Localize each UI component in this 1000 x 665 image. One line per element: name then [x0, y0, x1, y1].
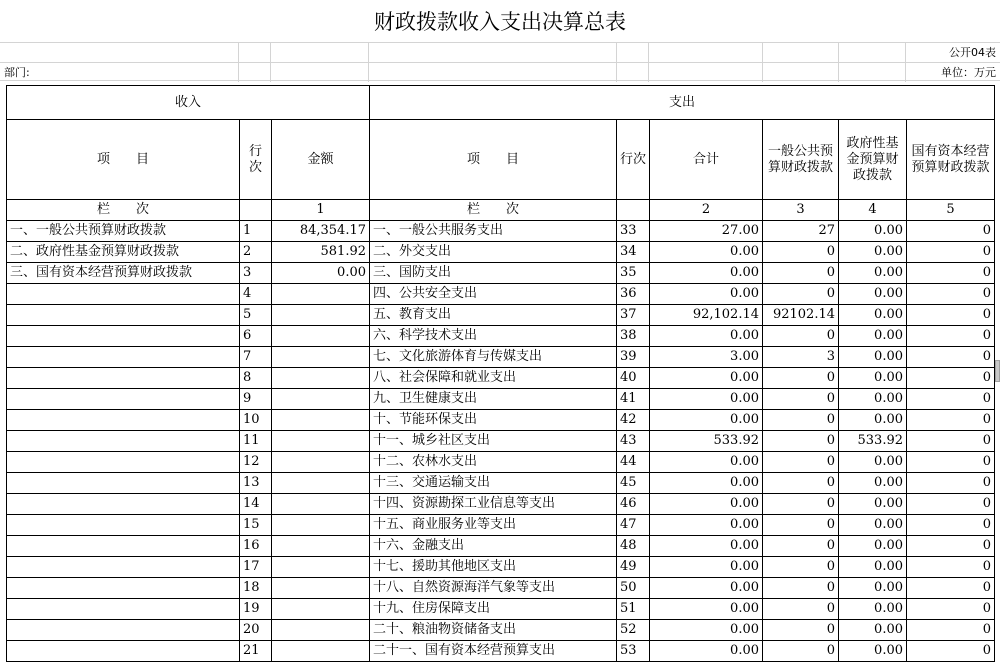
income-item-cell[interactable]: [7, 578, 240, 599]
state-capital-amount-cell[interactable]: 0: [907, 305, 995, 326]
expense-row-no-cell[interactable]: 47: [617, 515, 650, 536]
gridline: [616, 42, 617, 82]
expense-row-no-cell[interactable]: 34: [617, 242, 650, 263]
income-amount-cell[interactable]: [272, 389, 370, 410]
table-row: [7, 410, 995, 431]
income-item-header: 项 目: [7, 120, 240, 200]
income-amount-cell[interactable]: 581.92: [272, 242, 370, 263]
column-header-row: [7, 120, 995, 200]
expense-row-no-cell[interactable]: 35: [617, 263, 650, 284]
total-amount-cell[interactable]: 0.00: [650, 620, 763, 641]
state-capital-amount-cell[interactable]: 0: [907, 221, 995, 242]
fund-budget-amount-cell[interactable]: 0.00: [839, 368, 907, 389]
general-budget-amount-cell[interactable]: 0: [763, 410, 839, 431]
fund-budget-amount-cell[interactable]: 0.00: [839, 284, 907, 305]
expense-row-no-cell[interactable]: 37: [617, 305, 650, 326]
gridline: [0, 80, 1000, 81]
fund-budget-amount-cell[interactable]: 0.00: [839, 578, 907, 599]
expense-row-no-cell[interactable]: 38: [617, 326, 650, 347]
table-row: [7, 494, 995, 515]
general-budget-amount-cell[interactable]: 0: [763, 326, 839, 347]
expense-item-cell[interactable]: 十八、自然资源海洋气象等支出: [370, 578, 617, 599]
income-item-cell[interactable]: [7, 284, 240, 305]
empty-cell: [617, 200, 650, 221]
expense-column-label: 栏 次: [370, 200, 617, 221]
total-header: 合计: [650, 120, 763, 200]
income-amount-cell[interactable]: [272, 494, 370, 515]
expense-item-cell[interactable]: 二、外交支出: [370, 242, 617, 263]
table-row: [7, 368, 995, 389]
general-budget-amount-cell[interactable]: 0: [763, 557, 839, 578]
income-row-no-cell[interactable]: 17: [240, 557, 272, 578]
page-title: 财政拨款收入支出决算总表: [374, 10, 626, 34]
income-row-no-cell[interactable]: 1: [240, 221, 272, 242]
expense-item-header: 项 目: [370, 120, 617, 200]
expense-row-no-cell[interactable]: 43: [617, 431, 650, 452]
expense-item-cell[interactable]: 二十一、国有资本经营预算支出: [370, 641, 617, 662]
income-amount-cell[interactable]: [272, 284, 370, 305]
income-row-no-cell[interactable]: 10: [240, 410, 272, 431]
income-row-no-cell[interactable]: 6: [240, 326, 272, 347]
general-budget-amount-cell[interactable]: 0: [763, 284, 839, 305]
income-column-label: 栏 次: [7, 200, 240, 221]
state-capital-amount-cell[interactable]: 0: [907, 326, 995, 347]
total-amount-cell[interactable]: 0.00: [650, 599, 763, 620]
fund-budget-amount-cell[interactable]: 0.00: [839, 473, 907, 494]
income-amount-cell[interactable]: [272, 557, 370, 578]
income-item-cell[interactable]: 一、一般公共预算财政拨款: [7, 221, 240, 242]
income-item-cell[interactable]: [7, 410, 240, 431]
expense-item-cell[interactable]: 四、公共安全支出: [370, 284, 617, 305]
income-amount-cell[interactable]: [272, 410, 370, 431]
state-capital-amount-cell[interactable]: 0: [907, 263, 995, 284]
gridline: [238, 42, 239, 82]
expense-item-cell[interactable]: 八、社会保障和就业支出: [370, 368, 617, 389]
income-amount-cell[interactable]: [272, 536, 370, 557]
column-number-1: 1: [272, 200, 370, 221]
general-budget-amount-cell[interactable]: 0: [763, 641, 839, 662]
income-item-cell[interactable]: [7, 494, 240, 515]
fund-budget-amount-cell[interactable]: 0.00: [839, 347, 907, 368]
expense-item-cell[interactable]: 七、文化旅游体育与传媒支出: [370, 347, 617, 368]
fund-budget-amount-cell[interactable]: 0.00: [839, 221, 907, 242]
income-row-no-cell[interactable]: 18: [240, 578, 272, 599]
expense-row-no-cell[interactable]: 44: [617, 452, 650, 473]
income-row-no-cell[interactable]: 20: [240, 620, 272, 641]
general-budget-amount-cell[interactable]: 0: [763, 389, 839, 410]
expense-row-no-cell[interactable]: 48: [617, 536, 650, 557]
column-number-5: 5: [907, 200, 995, 221]
expense-row-no-cell[interactable]: 45: [617, 473, 650, 494]
expense-item-cell[interactable]: 十四、资源勘探工业信息等支出: [370, 494, 617, 515]
total-amount-cell[interactable]: 0.00: [650, 410, 763, 431]
general-budget-amount-cell[interactable]: 0: [763, 620, 839, 641]
income-amount-cell[interactable]: [272, 431, 370, 452]
general-budget-amount-cell[interactable]: 0: [763, 536, 839, 557]
income-item-cell[interactable]: [7, 641, 240, 662]
total-amount-cell[interactable]: 0.00: [650, 326, 763, 347]
general-budget-amount-cell[interactable]: 0: [763, 263, 839, 284]
income-item-cell[interactable]: [7, 326, 240, 347]
total-amount-cell[interactable]: 0.00: [650, 263, 763, 284]
fund-budget-amount-cell[interactable]: 0.00: [839, 263, 907, 284]
column-number-row: [7, 200, 995, 221]
gridline: [0, 42, 1000, 43]
total-amount-cell[interactable]: 0.00: [650, 368, 763, 389]
expense-item-cell[interactable]: 十、节能环保支出: [370, 410, 617, 431]
table-row: [7, 431, 995, 452]
fund-budget-amount-cell[interactable]: 0.00: [839, 410, 907, 431]
total-amount-cell[interactable]: 0.00: [650, 578, 763, 599]
table-row: [7, 242, 995, 263]
unit-label: 单位：万元: [941, 66, 996, 79]
total-amount-cell[interactable]: 27.00: [650, 221, 763, 242]
department-label: 部门:: [4, 66, 30, 79]
table-row: [7, 347, 995, 368]
state-capital-amount-cell[interactable]: 0: [907, 347, 995, 368]
expense-item-cell[interactable]: 一、一般公共服务支出: [370, 221, 617, 242]
income-amount-cell[interactable]: 0.00: [272, 263, 370, 284]
income-row-no-cell[interactable]: 19: [240, 599, 272, 620]
table-row: [7, 389, 995, 410]
state-capital-amount-cell[interactable]: 0: [907, 368, 995, 389]
expense-item-cell[interactable]: 十一、城乡社区支出: [370, 431, 617, 452]
income-amount-header: 金额: [272, 120, 370, 200]
section-header-row: [7, 86, 995, 120]
form-code: 公开04表: [949, 46, 996, 59]
table-row: [7, 305, 995, 326]
expense-row-no-cell[interactable]: 50: [617, 578, 650, 599]
state-capital-amount-cell[interactable]: 0: [907, 284, 995, 305]
state-capital-amount-cell[interactable]: 0: [907, 431, 995, 452]
expense-row-no-cell[interactable]: 41: [617, 389, 650, 410]
expense-row-no-cell[interactable]: 36: [617, 284, 650, 305]
state-capital-amount-cell[interactable]: 0: [907, 452, 995, 473]
income-amount-cell[interactable]: [272, 620, 370, 641]
state-capital-amount-cell[interactable]: 0: [907, 494, 995, 515]
table-row: [7, 599, 995, 620]
table-row: [7, 473, 995, 494]
income-row-no-cell[interactable]: 4: [240, 284, 272, 305]
table-row: [7, 326, 995, 347]
income-item-cell[interactable]: [7, 389, 240, 410]
table-row: [7, 263, 995, 284]
empty-cell: [240, 200, 272, 221]
income-item-cell[interactable]: [7, 557, 240, 578]
gridline: [762, 42, 763, 82]
general-budget-amount-cell[interactable]: 0: [763, 578, 839, 599]
income-item-cell[interactable]: 二、政府性基金预算财政拨款: [7, 242, 240, 263]
fund-budget-amount-cell[interactable]: 0.00: [839, 389, 907, 410]
column-number-4: 4: [839, 200, 907, 221]
fund-budget-amount-cell[interactable]: 0.00: [839, 305, 907, 326]
expense-row-no-cell[interactable]: 33: [617, 221, 650, 242]
table-row: [7, 578, 995, 599]
income-amount-cell[interactable]: [272, 368, 370, 389]
fund-budget-amount-cell[interactable]: 0.00: [839, 242, 907, 263]
income-item-cell[interactable]: [7, 431, 240, 452]
expense-item-cell[interactable]: 九、卫生健康支出: [370, 389, 617, 410]
fund-budget-amount-cell[interactable]: 0.00: [839, 599, 907, 620]
fund-budget-amount-cell[interactable]: 533.92: [839, 431, 907, 452]
expense-row-no-cell[interactable]: 49: [617, 557, 650, 578]
income-item-cell[interactable]: [7, 368, 240, 389]
column-number-3: 3: [763, 200, 839, 221]
income-amount-cell[interactable]: [272, 452, 370, 473]
table-row: [7, 536, 995, 557]
state-capital-amount-cell[interactable]: 0: [907, 557, 995, 578]
expense-row-no-cell[interactable]: 42: [617, 410, 650, 431]
expense-item-cell[interactable]: 十七、援助其他地区支出: [370, 557, 617, 578]
scrollbar-thumb[interactable]: [995, 360, 1000, 382]
state-capital-amount-cell[interactable]: 0: [907, 242, 995, 263]
income-row-no-cell[interactable]: 13: [240, 473, 272, 494]
general-budget-amount-cell[interactable]: 0: [763, 242, 839, 263]
income-row-no-cell[interactable]: 14: [240, 494, 272, 515]
total-amount-cell[interactable]: 0.00: [650, 557, 763, 578]
income-amount-cell[interactable]: [272, 599, 370, 620]
total-amount-cell[interactable]: 3.00: [650, 347, 763, 368]
table-row: [7, 452, 995, 473]
income-item-cell[interactable]: [7, 599, 240, 620]
income-item-cell[interactable]: 三、国有资本经营预算财政拨款: [7, 263, 240, 284]
expense-row-no-cell[interactable]: 52: [617, 620, 650, 641]
expense-row-no-cell[interactable]: 51: [617, 599, 650, 620]
total-amount-cell[interactable]: 0.00: [650, 242, 763, 263]
total-amount-cell[interactable]: 0.00: [650, 641, 763, 662]
state-capital-header: 国有资本经营预算财政拨款: [907, 120, 995, 200]
fund-budget-amount-cell[interactable]: 0.00: [839, 515, 907, 536]
state-capital-amount-cell[interactable]: 0: [907, 620, 995, 641]
total-amount-cell[interactable]: 92,102.14: [650, 305, 763, 326]
expense-section-header: 支出: [370, 86, 995, 120]
total-amount-cell[interactable]: 0.00: [650, 473, 763, 494]
income-item-cell[interactable]: [7, 473, 240, 494]
fund-budget-amount-cell[interactable]: 0.00: [839, 452, 907, 473]
income-item-cell[interactable]: [7, 305, 240, 326]
income-row-no-cell[interactable]: 9: [240, 389, 272, 410]
fund-budget-amount-cell[interactable]: 0.00: [839, 326, 907, 347]
column-number-2: 2: [650, 200, 763, 221]
gridline: [648, 42, 649, 82]
table-row: [7, 557, 995, 578]
expense-item-cell[interactable]: 六、科学技术支出: [370, 326, 617, 347]
total-amount-cell[interactable]: 0.00: [650, 515, 763, 536]
income-row-no-cell[interactable]: 5: [240, 305, 272, 326]
table-row: [7, 221, 995, 242]
gridline: [368, 42, 369, 82]
income-item-cell[interactable]: [7, 620, 240, 641]
general-budget-amount-cell[interactable]: 92102.14: [763, 305, 839, 326]
income-section-header: 收入: [7, 86, 370, 120]
state-capital-amount-cell[interactable]: 0: [907, 536, 995, 557]
table-row: [7, 620, 995, 641]
income-row-no-cell[interactable]: 8: [240, 368, 272, 389]
table-row: [7, 641, 995, 662]
income-amount-cell[interactable]: [272, 641, 370, 662]
expense-item-cell[interactable]: 二十、粮油物资储备支出: [370, 620, 617, 641]
total-amount-cell[interactable]: 0.00: [650, 389, 763, 410]
fund-budget-header: 政府性基金预算财政拨款: [839, 120, 907, 200]
table-row: [7, 284, 995, 305]
expense-item-cell[interactable]: 十三、交通运输支出: [370, 473, 617, 494]
gridline: [838, 42, 839, 82]
income-amount-cell[interactable]: 84,354.17: [272, 221, 370, 242]
income-item-cell[interactable]: [7, 347, 240, 368]
income-amount-cell[interactable]: [272, 347, 370, 368]
general-budget-amount-cell[interactable]: 0: [763, 515, 839, 536]
total-amount-cell[interactable]: 533.92: [650, 431, 763, 452]
expense-row-no-header: 行次: [617, 120, 650, 200]
state-capital-amount-cell[interactable]: 0: [907, 578, 995, 599]
income-amount-cell[interactable]: [272, 305, 370, 326]
general-budget-header: 一般公共预算财政拨款: [763, 120, 839, 200]
income-item-cell[interactable]: [7, 515, 240, 536]
income-row-no-cell[interactable]: 12: [240, 452, 272, 473]
state-capital-amount-cell[interactable]: 0: [907, 515, 995, 536]
income-amount-cell[interactable]: [272, 578, 370, 599]
expense-item-cell[interactable]: 十二、农林水支出: [370, 452, 617, 473]
income-row-no-cell[interactable]: 7: [240, 347, 272, 368]
income-row-no-cell[interactable]: 16: [240, 536, 272, 557]
expense-item-cell[interactable]: 十六、金融支出: [370, 536, 617, 557]
general-budget-amount-cell[interactable]: 0: [763, 368, 839, 389]
general-budget-amount-cell[interactable]: 3: [763, 347, 839, 368]
income-amount-cell[interactable]: [272, 515, 370, 536]
income-amount-cell[interactable]: [272, 326, 370, 347]
income-row-no-cell[interactable]: 3: [240, 263, 272, 284]
table-row: [7, 515, 995, 536]
total-amount-cell[interactable]: 0.00: [650, 284, 763, 305]
expense-row-no-cell[interactable]: 46: [617, 494, 650, 515]
income-item-cell[interactable]: [7, 536, 240, 557]
income-row-no-cell[interactable]: 11: [240, 431, 272, 452]
total-amount-cell[interactable]: 0.00: [650, 536, 763, 557]
general-budget-amount-cell[interactable]: 0: [763, 431, 839, 452]
expense-item-cell[interactable]: 三、国防支出: [370, 263, 617, 284]
total-amount-cell[interactable]: 0.00: [650, 494, 763, 515]
expense-row-no-cell[interactable]: 39: [617, 347, 650, 368]
expense-item-cell[interactable]: 十五、商业服务业等支出: [370, 515, 617, 536]
state-capital-amount-cell[interactable]: 0: [907, 410, 995, 431]
income-row-no-cell[interactable]: 2: [240, 242, 272, 263]
income-row-no-cell[interactable]: 15: [240, 515, 272, 536]
total-amount-cell[interactable]: 0.00: [650, 452, 763, 473]
income-amount-cell[interactable]: [272, 473, 370, 494]
fund-budget-amount-cell[interactable]: 0.00: [839, 620, 907, 641]
state-capital-amount-cell[interactable]: 0: [907, 641, 995, 662]
state-capital-amount-cell[interactable]: 0: [907, 389, 995, 410]
fund-budget-amount-cell[interactable]: 0.00: [839, 641, 907, 662]
fund-budget-amount-cell[interactable]: 0.00: [839, 557, 907, 578]
expense-item-cell[interactable]: 五、教育支出: [370, 305, 617, 326]
gridline: [270, 42, 271, 82]
budget-table: [6, 85, 995, 662]
income-item-cell[interactable]: [7, 452, 240, 473]
general-budget-amount-cell[interactable]: 0: [763, 494, 839, 515]
state-capital-amount-cell[interactable]: 0: [907, 473, 995, 494]
expense-row-no-cell[interactable]: 53: [617, 641, 650, 662]
income-row-no-header: 行次: [240, 120, 272, 200]
general-budget-amount-cell[interactable]: 0: [763, 599, 839, 620]
income-row-no-cell[interactable]: 21: [240, 641, 272, 662]
state-capital-amount-cell[interactable]: 0: [907, 599, 995, 620]
expense-item-cell[interactable]: 十九、住房保障支出: [370, 599, 617, 620]
fund-budget-amount-cell[interactable]: 0.00: [839, 536, 907, 557]
fund-budget-amount-cell[interactable]: 0.00: [839, 494, 907, 515]
gridline: [905, 42, 906, 82]
general-budget-amount-cell[interactable]: 27: [763, 221, 839, 242]
expense-row-no-cell[interactable]: 40: [617, 368, 650, 389]
gridline: [0, 62, 1000, 63]
general-budget-amount-cell[interactable]: 0: [763, 473, 839, 494]
general-budget-amount-cell[interactable]: 0: [763, 452, 839, 473]
